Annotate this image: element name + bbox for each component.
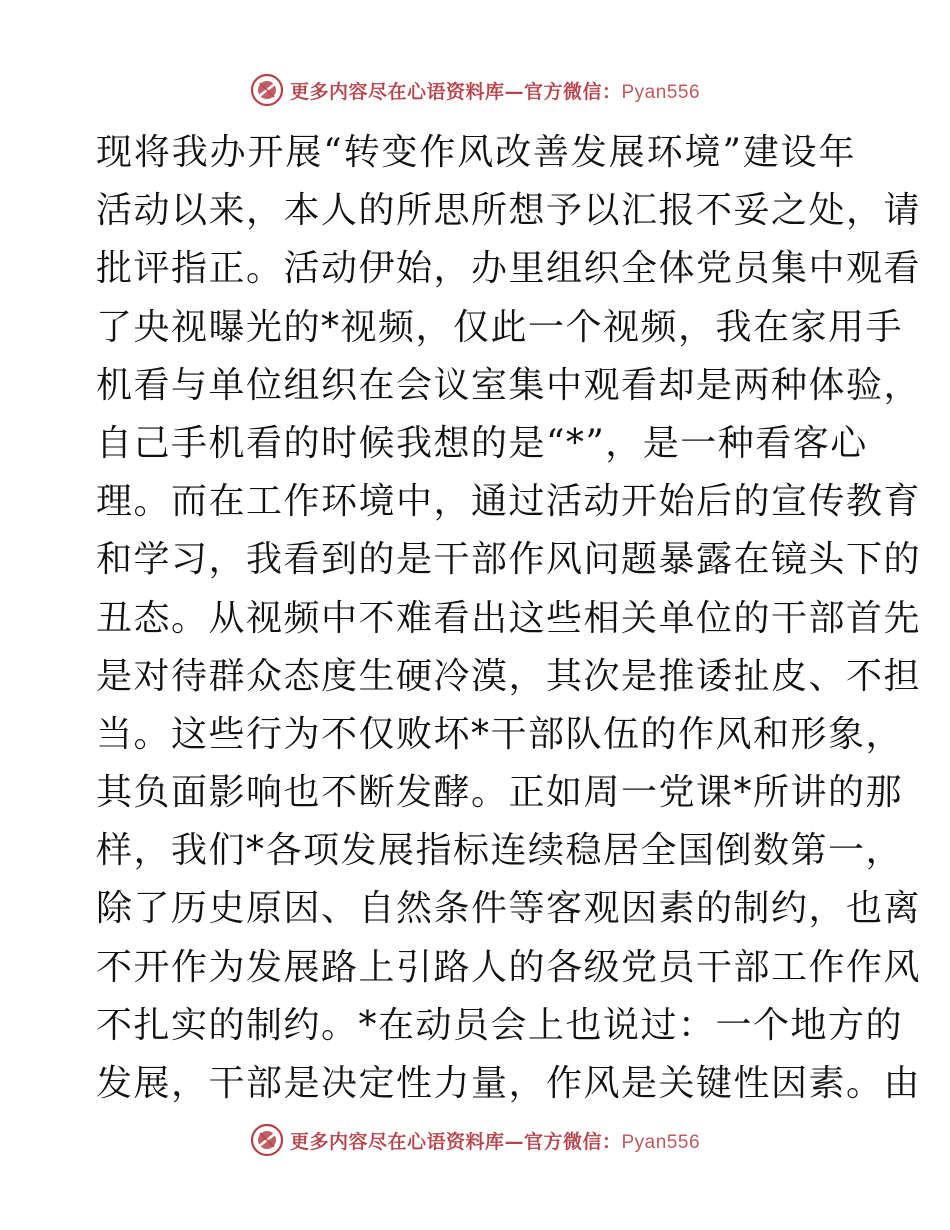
body-line: 活动以来，本人的所思所想予以汇报不妥之处，请 xyxy=(96,190,922,232)
body-line: 是对待群众态度生硬冷漠，其次是推诿扯皮、不担 xyxy=(96,655,922,697)
body-line: 发展，干部是决定性力量，作风是关键性因素。由 xyxy=(96,1063,922,1104)
body-line: 样，我们*各项发展指标连续稳居全国倒数第一， xyxy=(96,830,904,872)
body-line: 不开作为发展路上引路人的各级党员干部工作作风 xyxy=(96,946,922,988)
body-line: 除了历史原因、自然条件等客观因素的制约，也离 xyxy=(96,888,922,930)
body-line: 机看与单位组织在会议室集中观看却是两种体验， xyxy=(96,364,922,406)
body-line: 不扎实的制约。*在动员会上也说过：一个地方的 xyxy=(96,1004,904,1046)
body-line: 其负面影响也不断发酵。正如周一党课*所讲的那 xyxy=(96,772,904,814)
body-line: 自己手机看的时候我想的是“*”，是一种看客心 xyxy=(96,422,868,464)
body-line: 当。这些行为不仅败坏*干部队伍的作风和形象， xyxy=(96,713,904,755)
body-line: 丑态。从视频中不难看出这些相关单位的干部首先 xyxy=(96,597,922,639)
body-line: 理。而在工作环境中，通过活动开始后的宣传教育 xyxy=(96,481,922,523)
body-line: 和学习，我看到的是干部作风问题暴露在镜头下的 xyxy=(96,539,922,581)
footer-banner-handle: Pyan556 xyxy=(621,1131,701,1153)
body-line: 了央视曝光的*视频，仅此一个视频，我在家用手 xyxy=(96,306,904,348)
header-banner-text: 更多内容尽在心语资料库—官方微信：Pyan556 xyxy=(289,80,701,103)
body-line: 现将我办开展“转变作风改善发展环境”建设年 xyxy=(96,132,856,173)
footer-banner xyxy=(0,1120,950,1160)
header-banner-handle: Pyan556 xyxy=(621,81,701,103)
seal-logo-icon xyxy=(250,1123,284,1157)
seal-logo-icon xyxy=(250,73,284,107)
header-banner xyxy=(0,70,950,110)
footer-banner-text: 更多内容尽在心语资料库—官方微信：Pyan556 xyxy=(289,1130,701,1153)
document-body xyxy=(96,124,922,1113)
body-line: 批评指正。活动伊始，办里组织全体党员集中观看 xyxy=(96,248,922,290)
